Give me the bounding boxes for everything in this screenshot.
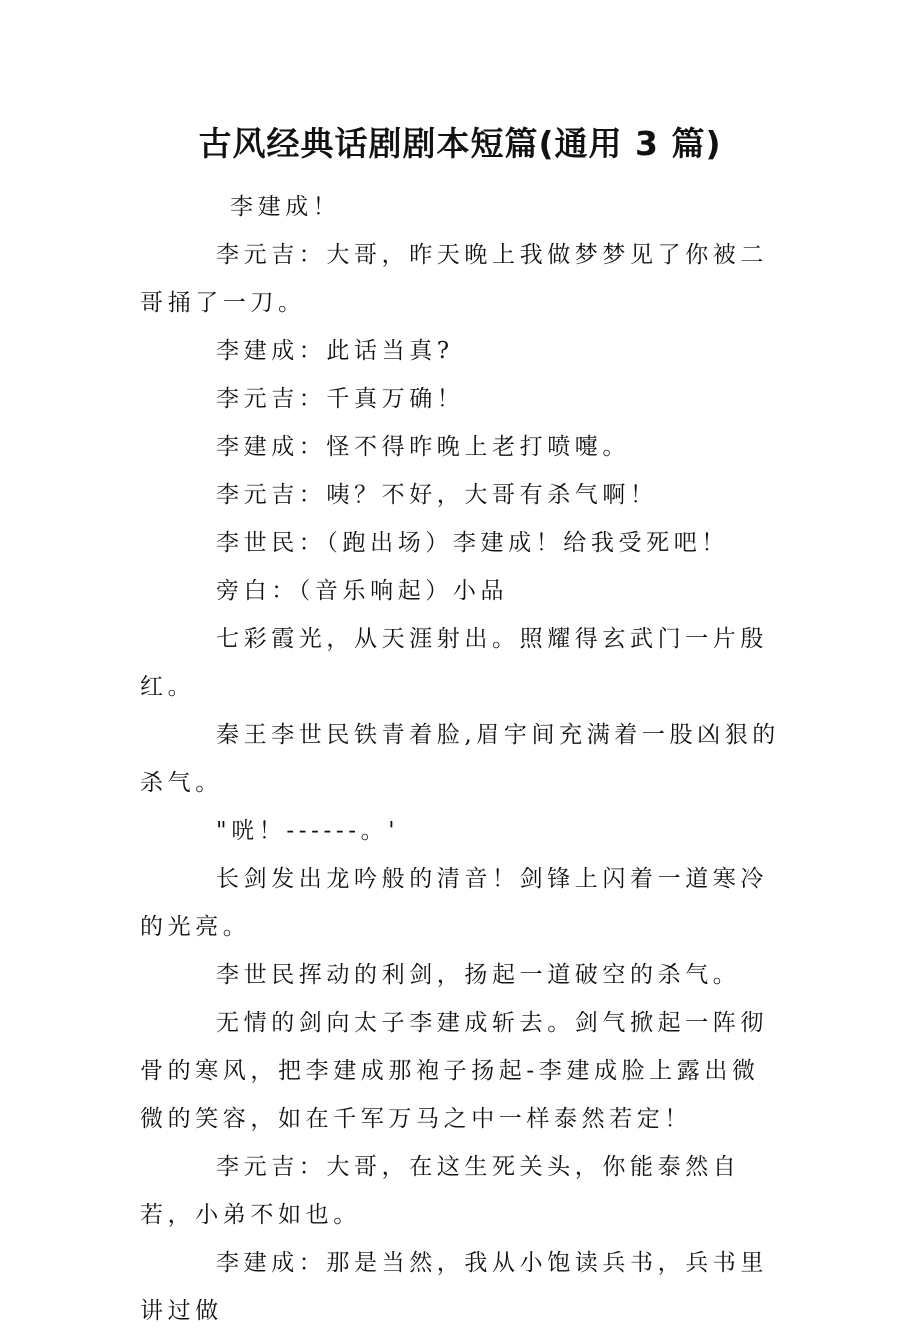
paragraph: 旁白：（音乐响起）小品 bbox=[216, 578, 509, 604]
paragraph: 李建成！ bbox=[230, 194, 341, 220]
paragraph: 七彩霞光，从天涯射出。照耀得玄武门一片殷红。 bbox=[140, 626, 768, 700]
paragraph: 李世民：（跑出场）李建成！给我受死吧！ bbox=[216, 530, 729, 556]
document-title: 古风经典话剧剧本短篇(通用 3 篇) bbox=[198, 124, 722, 163]
paragraph: 无情的剑向太子李建成斩去。剑气掀起一阵彻骨的寒风，把李建成那袍子扬起-李建成脸上露出微微的笑容，如在千军万马之中一样泰然若定！ bbox=[140, 1010, 768, 1132]
document-body bbox=[140, 183, 784, 1335]
paragraph: 李世民挥动的利剑，扬起一道破空的杀气。 bbox=[216, 962, 741, 988]
paragraph: 长剑发出龙吟般的清音！剑锋上闪着一道寒冷的光亮。 bbox=[140, 866, 768, 940]
paragraph: 李元吉：大哥，昨天晚上我做梦梦见了你被二哥捅了一刀。 bbox=[140, 242, 768, 316]
paragraph: 李元吉：咦？不好，大哥有杀气啊！ bbox=[216, 482, 658, 508]
paragraph: 李建成：此话当真? bbox=[216, 338, 454, 364]
paragraph: 李建成：怪不得昨晚上老打喷嚏。 bbox=[216, 434, 630, 460]
paragraph: 秦王李世民铁青着脸,眉宇间充满着一股凶狠的杀气。 bbox=[140, 722, 780, 796]
paragraph: 李元吉：大哥，在这生死关头，你能泰然自若，小弟不如也。 bbox=[140, 1154, 741, 1228]
paragraph: 李建成：那是当然，我从小饱读兵书，兵书里讲过做 bbox=[140, 1250, 768, 1324]
paragraph: 李元吉：千真万确！ bbox=[216, 386, 465, 412]
paragraph: "咣！------。' bbox=[216, 818, 400, 844]
